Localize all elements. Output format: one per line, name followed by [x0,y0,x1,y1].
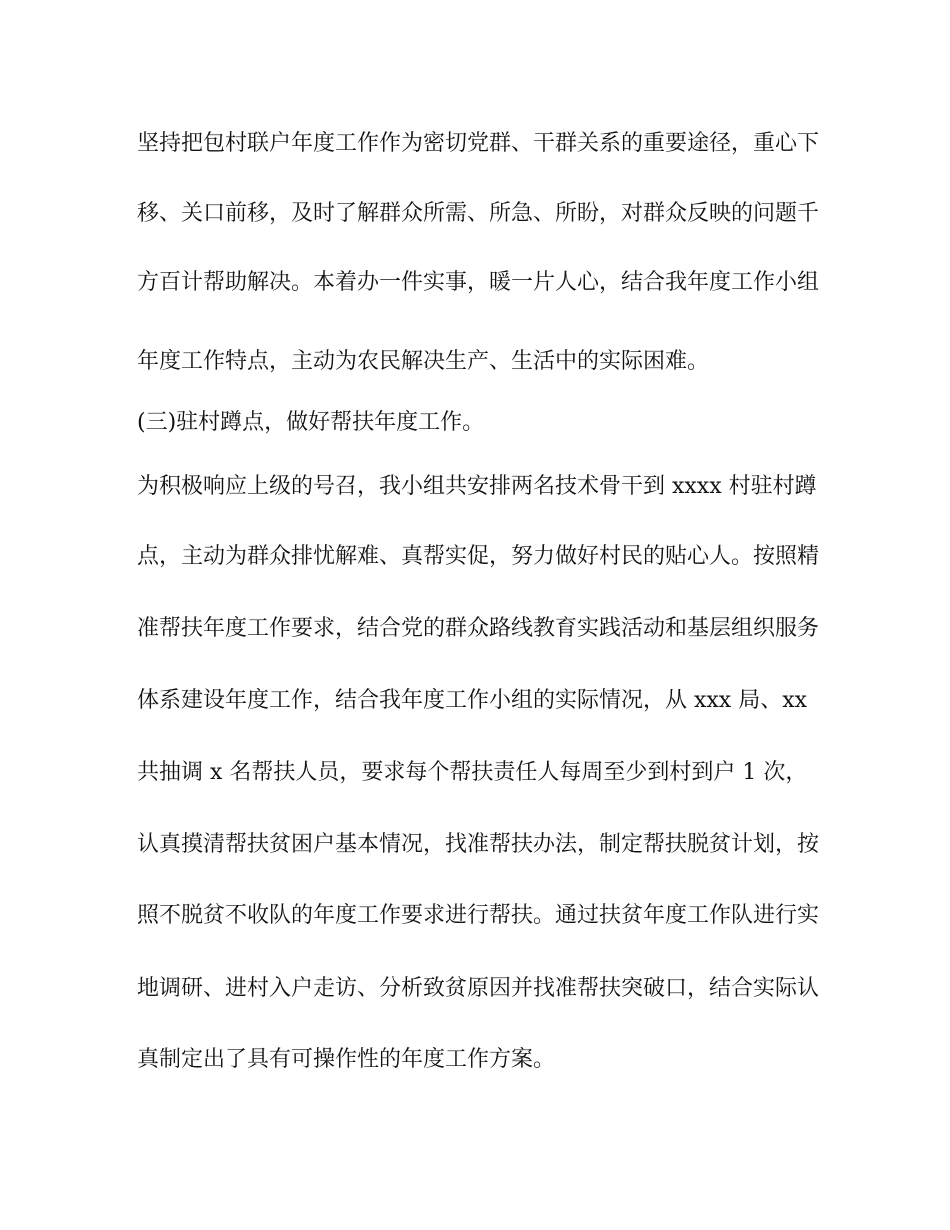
paragraph-line: 移、关口前移，及时了解群众所需、所急、所盼，对群众反映的问题千 [137,201,820,226]
paragraph-line: 点，主动为群众排忧解难、真帮实促，努力做好村民的贴心人。按照精 [137,544,820,569]
paragraph-line: 为积极响应上级的号召，我小组共安排两名技术骨干到 xxxx 村驻村蹲 [137,474,817,499]
paragraph-line: 共抽调 x 名帮扶人员，要求每个帮扶责任人每周至少到村到户 1 次， [137,760,808,785]
paragraph-line: 坚持把包村联户年度工作作为密切党群、干群关系的重要途径，重心下 [137,131,820,156]
paragraph-line: 地调研、进村入户走访、分析致贫原因并找准帮扶突破口，结合实际认 [137,976,820,1001]
paragraph-line: 真制定出了具有可操作性的年度工作方案。 [137,1047,556,1072]
paragraph-line: 方百计帮助解决。本着办一件实事，暖一片人心，结合我年度工作小组 [137,270,820,295]
section-heading: (三)驻村蹲点，做好帮扶年度工作。 [137,410,485,435]
paragraph-line: 准帮扶年度工作要求，结合党的群众路线教育实践活动和基层组织服务 [137,616,820,641]
paragraph-line: 年度工作特点，主动为农民解决生产、生活中的实际困难。 [137,349,710,374]
paragraph-line: 体系建设年度工作，结合我年度工作小组的实际情况，从 xxx 局、xx [137,688,808,713]
paragraph-line: 照不脱贫不收队的年度工作要求进行帮扶。通过扶贫年度工作队进行实 [137,903,820,928]
paragraph-line: 认真摸清帮扶贫困户基本情况，找准帮扶办法，制定帮扶脱贫计划，按 [137,832,820,857]
